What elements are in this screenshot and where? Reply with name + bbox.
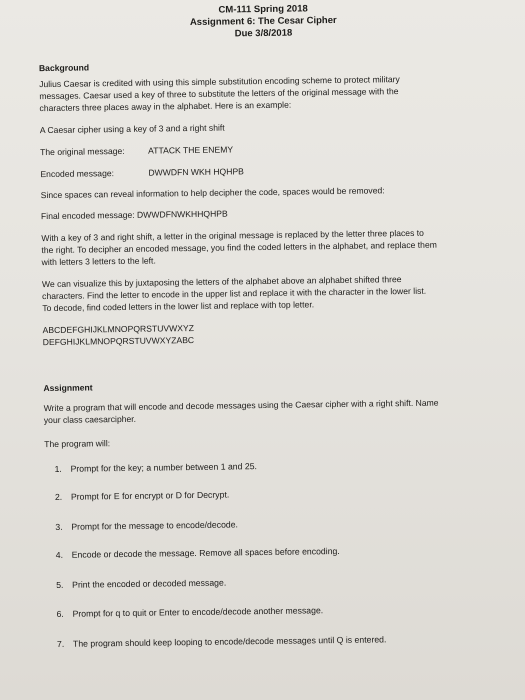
step-number: 5. xyxy=(56,579,64,590)
step-number: 3. xyxy=(55,521,63,532)
visualize-paragraph-line: We can visualize this by juxtaposing the letters of the alphabet above an alphabet shifted three xyxy=(41,274,402,290)
original-message-value: ATTACK THE ENEMY xyxy=(148,144,234,156)
list-item xyxy=(54,460,257,475)
list-item xyxy=(56,577,226,591)
list-item xyxy=(56,604,323,620)
shift-paragraph-line: the right. To decipher an encoded message, you find the coded letters in the alphabet, and replace them xyxy=(41,239,437,256)
shifted-alphabet: DEFGHIJKLMNOPQRSTUVWXYZABC xyxy=(42,334,195,348)
step-text: Prompt for the message to encode/decode. xyxy=(71,519,239,532)
background-paragraph-line: messages. Caesar used a key of three to substitute the letters of the original message with the xyxy=(39,86,399,102)
final-encoded-label: Final encoded message: xyxy=(40,209,135,222)
step-number: 2. xyxy=(54,491,63,502)
step-text: Print the encoded or decoded message. xyxy=(72,577,227,590)
program-intro: The program will: xyxy=(44,438,111,450)
encoded-message-value: DWWDFN WKH HQHPB xyxy=(148,166,244,178)
background-heading: Background xyxy=(38,62,90,74)
final-encoded-line xyxy=(41,209,228,223)
list-item xyxy=(56,545,340,561)
plain-alphabet: ABCDEFGHIJKLMNOPQRSTUVWXYZ xyxy=(42,322,195,336)
assignment-sheet xyxy=(28,0,508,700)
step-text: Encode or decode the message. Remove all spaces before encoding. xyxy=(71,545,340,560)
original-message-label: The original message: xyxy=(40,145,125,158)
due-date: Due 3/8/2018 xyxy=(234,27,293,40)
step-number: 7. xyxy=(56,638,65,649)
list-item xyxy=(55,489,230,503)
assignment-heading: Assignment xyxy=(43,382,93,394)
example-heading: A Caesar cipher using a key of 3 and a right shift xyxy=(39,122,225,136)
background-paragraph-line: Julius Caesar is credited with using this simple substitution encoding scheme to protect military xyxy=(39,74,400,90)
shift-paragraph-line: with letters 3 letters to the left. xyxy=(41,255,156,268)
step-text: The program should keep looping to encode/decode messages until Q is entered. xyxy=(72,634,387,649)
final-encoded-value: DWWDFNWKHHQHPB xyxy=(136,208,228,220)
encoded-message-label: Encoded message: xyxy=(40,168,115,180)
spaces-note: Since spaces can reveal information to help decipher the code, spaces would be removed: xyxy=(40,185,385,201)
step-number: 4. xyxy=(55,549,64,560)
step-number: 1. xyxy=(54,463,62,474)
assignment-paragraph-line: Write a program that will encode and decode messages using the Caesar cipher with a right shift. Name xyxy=(43,397,439,414)
shift-paragraph-line: With a key of 3 and right shift, a letter in the original message is replaced by the letter three places to xyxy=(41,227,424,244)
course-title: CM-111 Spring 2018 xyxy=(218,3,308,16)
visualize-paragraph-line: To decode, find coded letters in the lower list and replace with top letter. xyxy=(42,299,315,314)
step-text: Prompt for the key; a number between 1 and 25. xyxy=(70,461,257,474)
step-number: 6. xyxy=(56,608,64,619)
assignment-paragraph-line: your class caesarcipher. xyxy=(43,413,137,426)
list-item xyxy=(57,633,387,650)
list-item xyxy=(55,518,238,533)
background-paragraph-line: characters three places away in the alphabet. Here is an example: xyxy=(39,99,292,114)
step-text: Prompt for q to quit or Enter to encode/decode another message. xyxy=(72,605,324,619)
visualize-paragraph-line: characters. Find the letter to encode in the upper list and replace it with the character in the lower list. xyxy=(42,285,427,302)
step-text: Prompt for E for encrypt or D for Decrypt. xyxy=(70,489,230,502)
assignment-title: Assignment 6: The Cesar Cipher xyxy=(189,14,337,29)
